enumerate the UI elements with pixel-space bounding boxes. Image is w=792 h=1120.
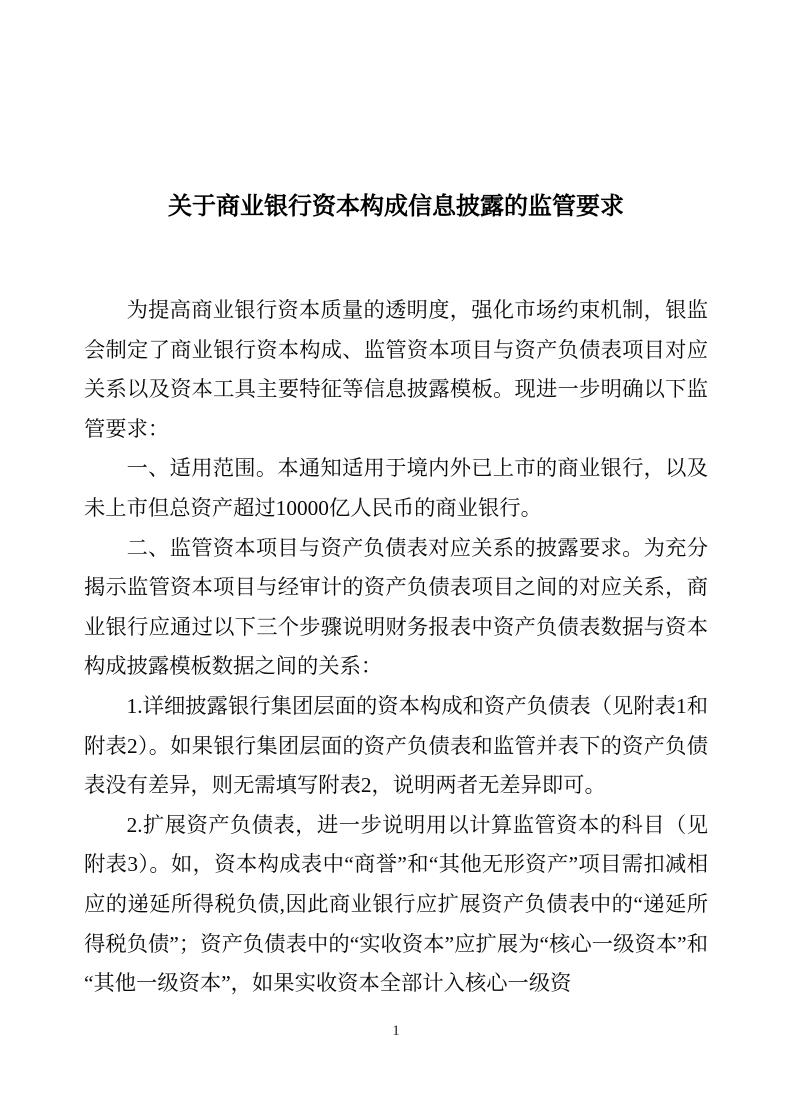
- paragraph-intro: 为提高商业银行资本质量的透明度，强化市场约束机制，银监会制定了商业银行资本构成、监管资本项目与资产负债表项目对应关系以及资本工具主要特征等信息披露模板。现进一步明确以下监管要求：: [84, 298, 708, 441]
- paragraph-section-1-scope: 一、适用范围。本通知适用于境内外已上市的商业银行，以及未上市但总资产超过10000亿人民币的商业银行。: [84, 456, 708, 520]
- page-title: 关于商业银行资本构成信息披露的监管要求: [168, 193, 624, 220]
- paragraph-section-2-disclosure: 二、监管资本项目与资产负债表对应关系的披露要求。为充分揭示监管资本项目与经审计的资产负债表项目之间的对应关系，商业银行应通过以下三个步骤说明财务报表中资产负债表数据与资本构成披露模板数据之间的关系：: [84, 535, 708, 679]
- paragraph-step-2: 2.扩展资产负债表，进一步说明用以计算监管资本的科目（见附表3）。如，资本构成表中“商誉”和“其他无形资产”项目需扣减相应的递延所得税负债,因此商业银行应扩展资产负债表中的“递延所得税负债”；资产负债表中的“实收资本”应扩展为“核心一级资本”和“其他一级资本”，如果实收资本全部计入核心一级资: [84, 812, 708, 996]
- page-content: [84, 0, 708, 1004]
- paragraph-step-1: 1.详细披露银行集团层面的资本构成和资产负债表（见附表1和附表2）。如果银行集团层面的资产负债表和监管并表下的资产负债表没有差异，则无需填写附表2，说明两者无差异即可。: [84, 693, 708, 798]
- page-number: 1: [392, 1023, 400, 1039]
- document-body: [84, 291, 708, 1004]
